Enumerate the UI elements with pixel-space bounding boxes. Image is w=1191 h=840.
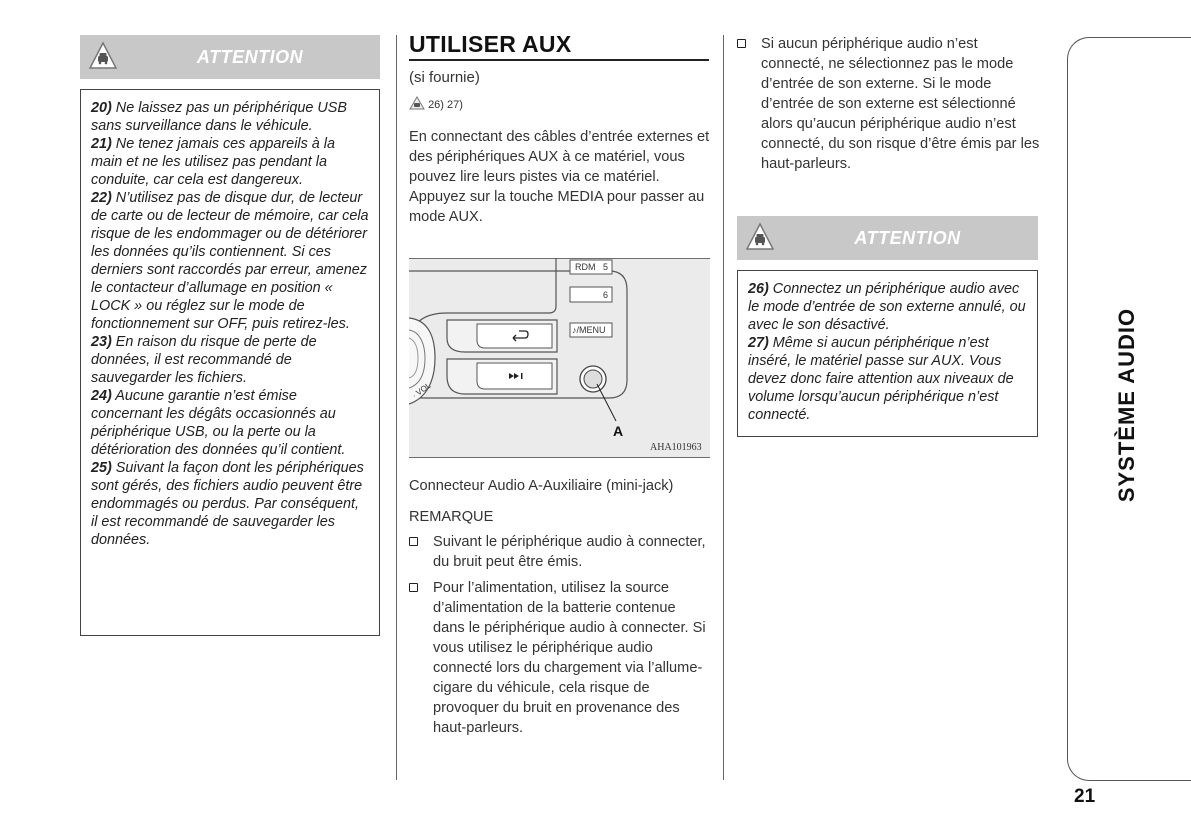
attention-notes-left (80, 89, 380, 636)
section-heading: UTILISER AUX (409, 31, 572, 57)
warning-car-icon (409, 96, 425, 110)
figure-caption: Connecteur Audio A-Auxiliaire (mini-jack) (409, 478, 674, 494)
note-21: 21) Ne tenez jamais ces appareils à la main et ne les utilisez pas pendant la conduite, car cela est dangereux. (91, 136, 335, 188)
callout-a: A (613, 423, 624, 439)
button-menu: ♪/MENU (572, 325, 606, 335)
attention-banner-right (737, 216, 1038, 260)
remark-list (409, 532, 709, 738)
chapter-title: SYSTÈME AUDIO (1114, 307, 1139, 503)
right-bullet-list (737, 34, 1040, 174)
figure-id: AHA101963 (650, 442, 702, 453)
attention-notes-right (737, 270, 1038, 437)
warning-reference: 26) 27) (409, 96, 463, 111)
list-item: Suivant le périphérique audio à connecter, du bruit peut être émis. (409, 532, 709, 572)
page-number: 21 (1074, 786, 1096, 807)
note-24: 24) Aucune garantie n’est émise concernant les dégâts occasionnés au périphérique USB, ou la perte ou la détérioration des données qu’il contient. (91, 388, 346, 458)
intro-paragraph: En connectant des câbles d’entrée externes et des périphériques AUX à ce matériel, vous pouvez lire leurs pistes via ce matériel. Appuyez sur la touche MEDIA pour passer au mode AUX. (409, 129, 710, 225)
aux-figure (409, 258, 710, 458)
head-unit-illustration (409, 258, 710, 458)
note-27: 27) Même si aucun périphérique n’est inséré, le matériel passe sur AUX. Vous devez donc faire attention aux niveaux de volume lorsqu’aucun périphérique n’est connecté. (748, 335, 1014, 423)
list-item: Si aucun périphérique audio n’est connecté, ne sélectionnez pas le mode d’entrée de son externe. Si le mode d’entrée de son externe est sélectionné alors qu’aucun périphérique audio n’est connecté, du son risque d’être émis par les haut-parleurs. (737, 34, 1040, 174)
note-22: 22) N’utilisez pas de disque dur, de lecteur de carte ou de lecteur de mémoire, car cela risque de les endommager ou de détériorer les données qu’ils contiennent. Si ces derniers sont raccordés par erreur, amenez le contacteur d’allumage en position « LOCK » ou réglez sur le mode de fonctionnement sur OFF, puis retirez-les. (91, 190, 369, 332)
subheading: (si fournie) (409, 69, 480, 86)
attention-banner-left (80, 35, 380, 79)
column-divider-left (396, 35, 397, 780)
note-23: 23) En raison du risque de perte de données, il est recommandé de sauvegarder les fichiers. (91, 334, 317, 386)
column-divider-right (723, 35, 724, 780)
attention-title: ATTENTION (854, 228, 961, 248)
attention-title: ATTENTION (196, 47, 304, 67)
heading-underline (409, 59, 709, 61)
note-25: 25) Suivant la façon dont les périphériques sont gérés, des fichiers audio peuvent être endommagés ou perdus. Par conséquent, il est recommandé de sauvegarder les données. (91, 460, 364, 548)
button-5: 5 (603, 262, 609, 272)
list-item: Pour l’alimentation, utilisez la source d’alimentation de la batterie contenue dans le périphérique audio à connecter. Si vous utilisez le périphérique audio connecté lors du chargement via l’allume-cigare du véhicule, cela risque de provoquer du bruit en provenance des haut-parleurs. (409, 578, 709, 738)
remark-label: REMARQUE (409, 509, 494, 525)
volume-label: · VOL (410, 380, 433, 401)
button-6: 6 (603, 290, 609, 300)
note-26: 26) Connectez un périphérique audio avec le mode d’entrée de son externe annulé, ou avec le son désactivé. (748, 281, 1026, 333)
note-20: 20) Ne laissez pas un périphérique USB sans surveillance dans le véhicule. (91, 100, 347, 134)
button-rdm: RDM (575, 262, 596, 272)
